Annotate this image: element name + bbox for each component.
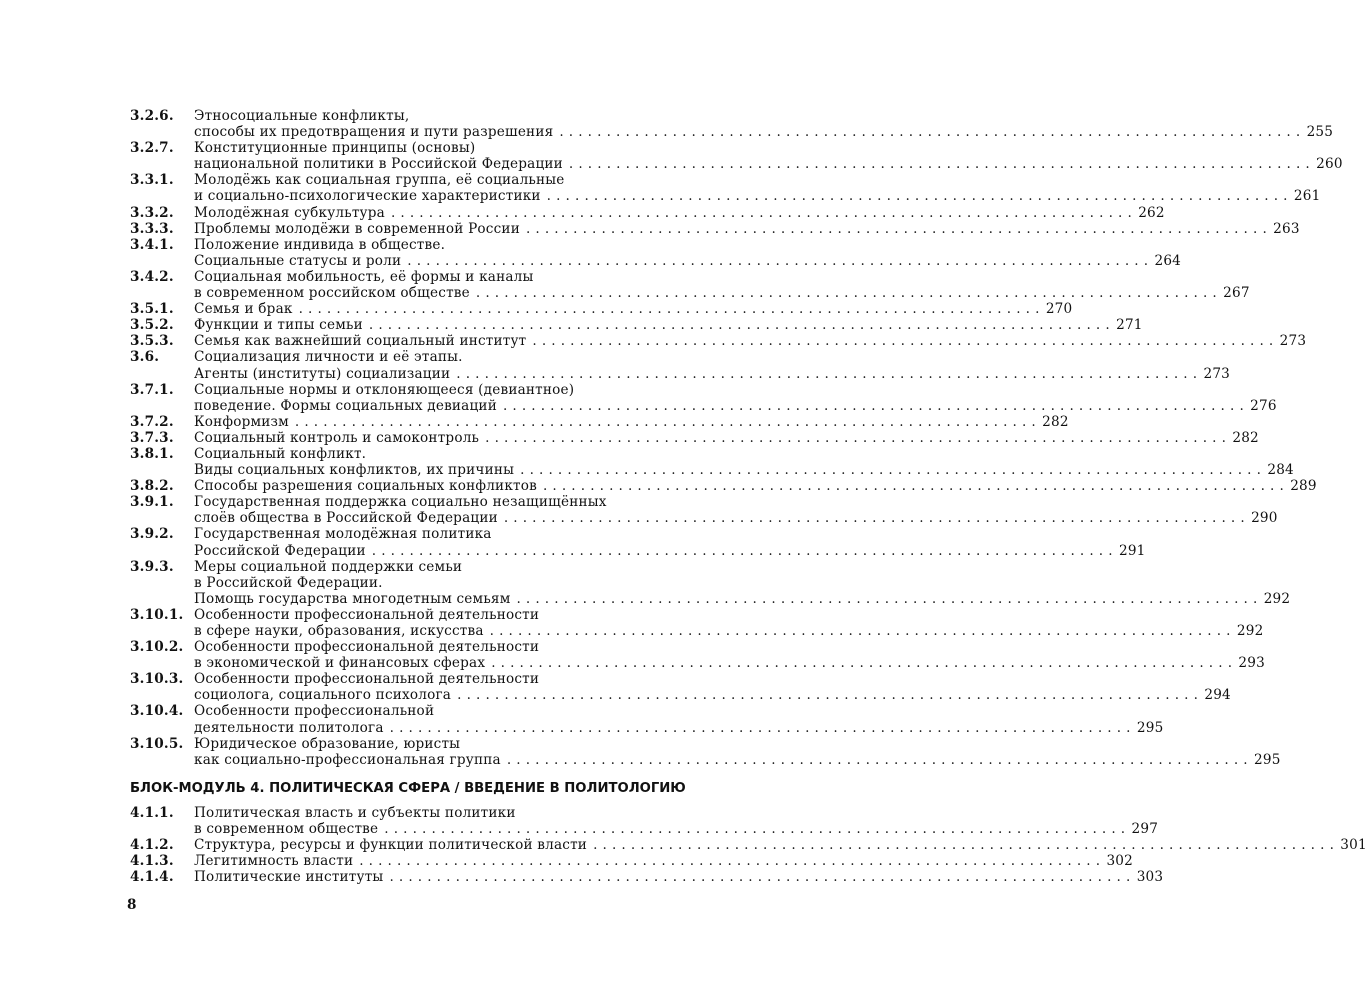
toc-entry — [130, 429, 1259, 446]
toc-entry-title: Агенты (институты) социализации — [194, 365, 451, 382]
toc-entry-line — [194, 623, 1263, 639]
toc-entry-page: 260 — [1316, 156, 1343, 173]
toc-entry-number: 3.7.3. — [130, 429, 174, 446]
dot-leader — [363, 317, 1110, 333]
toc-entry-title: Политические институты — [194, 869, 384, 886]
toc-entry-number: 3.10.4. — [130, 703, 184, 720]
toc-entry-body — [194, 639, 1265, 671]
toc-entry-title: Виды социальных конфликтов, их причины — [194, 462, 515, 479]
toc-entry — [130, 204, 1165, 221]
toc-entry-line — [194, 221, 1300, 237]
toc-entry-title: Социализация личности и её этапы. — [194, 349, 463, 366]
toc-entry-number: 4.1.1. — [130, 804, 174, 821]
toc-entry — [130, 837, 1367, 854]
toc-entry-number: 3.2.6. — [130, 108, 174, 124]
toc-entry-number: 4.1.3. — [130, 853, 174, 870]
toc-entry-line — [194, 494, 1278, 510]
toc-entry-line — [194, 414, 1069, 430]
toc-entry-title: Социальные статусы и роли — [194, 252, 402, 269]
toc-entry-title: Конституционные принципы (основы) — [194, 140, 476, 157]
dot-leader — [401, 253, 1148, 269]
toc-entry — [130, 301, 1073, 318]
toc-entry-page: 292 — [1236, 623, 1264, 639]
toc-entry-line — [194, 446, 1294, 462]
toc-entry-page: 282 — [1232, 429, 1259, 446]
toc-entry-number: 3.8.2. — [130, 478, 174, 495]
toc-entry-title: Особенности профессиональной — [194, 703, 435, 720]
toc-entry-page: 301 — [1340, 837, 1367, 854]
toc-entry-body — [194, 494, 1278, 526]
toc-entry-title: Политическая власть и субъекты политики — [194, 804, 516, 821]
toc-entry-number: 3.7.1. — [130, 381, 174, 398]
toc-entry-title: Семья как важнейший социальный институт — [194, 333, 527, 350]
toc-entry-title: Меры социальной поддержки семьи — [194, 558, 463, 575]
toc-entry-page: 276 — [1250, 397, 1277, 414]
toc-entry-body — [194, 853, 1133, 869]
toc-entry-title: в современном обществе — [194, 820, 379, 837]
toc-entry-title: Молодёжная субкультура — [194, 204, 385, 221]
toc-entry-page: 302 — [1106, 853, 1133, 870]
toc-entry-title: Помощь государства многодетным семьям — [194, 590, 511, 607]
toc-entry-line — [194, 301, 1072, 317]
toc-entry-line — [194, 156, 1343, 172]
toc-entry-line — [194, 575, 1290, 591]
toc-entry-number: 3.5.1. — [130, 301, 174, 318]
toc-entry-body — [194, 526, 1146, 558]
toc-entry-body — [194, 349, 1230, 381]
toc-entry — [130, 445, 1294, 479]
toc-entry — [130, 526, 1146, 559]
toc-entry-body — [194, 805, 1158, 837]
toc-entry — [130, 236, 1182, 269]
dot-leader — [563, 156, 1310, 172]
toc-block-4 — [130, 804, 1367, 886]
dot-leader — [498, 510, 1245, 526]
toc-entry-page: 271 — [1116, 317, 1143, 334]
toc-entry-page: 284 — [1267, 462, 1294, 479]
toc-entry-page: 289 — [1290, 478, 1317, 495]
toc-entry-line — [194, 349, 1230, 365]
toc-entry-number: 3.4.1. — [130, 236, 174, 253]
dot-leader — [510, 591, 1257, 607]
toc-entry-title: деятельности политолога — [194, 719, 384, 736]
toc-entry — [130, 869, 1164, 886]
toc-entry-line — [194, 253, 1181, 269]
toc-entry — [130, 853, 1133, 870]
toc-entry-title: Положение индивида в обществе. — [194, 236, 446, 253]
toc-entry-number: 3.8.1. — [130, 445, 174, 462]
toc-entry-line — [194, 720, 1163, 736]
toc-entry-number: 3.10.1. — [130, 606, 184, 623]
toc-entry-line — [194, 285, 1250, 301]
toc-entry-line — [194, 510, 1278, 526]
toc-entry-body — [194, 205, 1165, 221]
dot-leader — [383, 869, 1130, 885]
dot-leader — [587, 837, 1334, 853]
toc-entry-body — [194, 837, 1367, 853]
toc-entry-line — [194, 398, 1277, 414]
toc-entry-title: и социально-психологические характеристики — [194, 188, 541, 205]
toc-entry-body — [194, 237, 1181, 269]
toc-entry-page: 292 — [1263, 590, 1291, 607]
toc-entry-page: 273 — [1203, 365, 1231, 382]
toc-entry-title: способы их предотвращения и пути разрешения — [194, 124, 554, 141]
dot-leader — [514, 462, 1261, 478]
toc-entry-line — [194, 172, 1320, 188]
dot-leader — [366, 543, 1113, 559]
toc-entry-line — [194, 526, 1146, 542]
toc-entry-title: социолога, социального психолога — [194, 687, 452, 704]
toc-entry-number: 3.5.3. — [130, 333, 174, 350]
toc-entry-number: 3.10.2. — [130, 639, 184, 656]
toc-entry-body — [194, 607, 1263, 639]
toc-entry-line — [194, 188, 1320, 204]
toc-entry-title: Функции и типы семьи — [194, 317, 363, 334]
toc-entry-line — [194, 736, 1281, 752]
dot-leader — [289, 414, 1036, 430]
toc-entry-title: поведение. Формы социальных девиаций — [194, 397, 497, 414]
toc-entry-title: Социальные нормы и отклоняющееся (девиантное) — [194, 381, 575, 398]
toc-entry — [130, 140, 1343, 173]
toc-entry-number: 3.4.2. — [130, 268, 174, 285]
toc-entry-title: в экономической и финансовых сферах — [194, 655, 486, 672]
toc-entry-line — [194, 837, 1367, 853]
toc-entry-line — [194, 124, 1333, 140]
toc-entry — [130, 558, 1291, 607]
dot-leader — [526, 333, 1273, 349]
toc-entry-title: Социальный конфликт. — [194, 445, 367, 462]
toc-entry-title: Молодёжь как социальная группа, её социальные — [194, 172, 565, 189]
toc-entry-line — [194, 607, 1263, 623]
page-number: 8 — [127, 897, 137, 913]
toc-entry-title: Социальный контроль и самоконтроль — [194, 429, 480, 446]
toc-entry-page: 263 — [1273, 220, 1300, 237]
toc-entry-body — [194, 446, 1294, 478]
toc-entry-number: 3.3.3. — [130, 220, 174, 237]
toc-entry — [130, 413, 1069, 430]
dot-leader — [479, 430, 1226, 446]
toc-entry-page: 297 — [1131, 820, 1159, 837]
toc-entry-body — [194, 172, 1320, 204]
toc-entry-title: Государственная молодёжная политика — [194, 526, 492, 543]
toc-entry-number: 4.1.2. — [130, 837, 174, 854]
toc-entry-title: Государственная поддержка социально незащищённых — [194, 494, 607, 511]
dot-leader — [484, 623, 1231, 639]
table-of-contents — [130, 108, 1367, 886]
toc-entry-line — [194, 366, 1230, 382]
toc-entry-number: 3.7.2. — [130, 413, 174, 430]
toc-entry-page: 282 — [1042, 413, 1069, 430]
toc-entry-page: 291 — [1118, 542, 1146, 559]
toc-entry — [130, 381, 1277, 414]
toc-entry-body — [194, 382, 1277, 414]
toc-entry-page: 295 — [1254, 751, 1281, 768]
toc-entry-page: 270 — [1045, 301, 1073, 318]
toc-entry-title: Юридическое образование, юристы — [194, 735, 461, 752]
toc-entry-page: 255 — [1306, 124, 1334, 141]
toc-entry-title: в Российской Федерации. — [194, 574, 383, 591]
toc-entry-number: 3.3.1. — [130, 172, 174, 189]
toc-entry-line — [194, 805, 1158, 821]
toc-entry-title: Особенности профессиональной деятельности — [194, 606, 540, 623]
toc-entry-line — [194, 687, 1231, 703]
toc-entry-body — [194, 414, 1069, 430]
toc-entry-title: Этносоциальные конфликты, — [194, 108, 410, 124]
toc-entry-page: 264 — [1154, 252, 1182, 269]
toc-entry — [130, 703, 1164, 736]
dot-leader — [501, 752, 1248, 768]
toc-entry — [130, 268, 1250, 302]
toc-entry-page: 295 — [1136, 719, 1164, 736]
toc-entry-line — [194, 430, 1259, 446]
dot-leader — [470, 285, 1217, 301]
toc-entry-title: Социальная мобильность, её формы и каналы — [194, 268, 534, 285]
toc-entry-number: 3.2.7. — [130, 140, 174, 157]
toc-entry-title: Семья и брак — [194, 301, 293, 318]
toc-entry-page: 262 — [1138, 204, 1165, 221]
dot-leader — [450, 366, 1197, 382]
toc-entry-body — [194, 221, 1300, 237]
toc-entry-page: 290 — [1251, 510, 1278, 527]
toc-entry-line — [194, 140, 1343, 156]
dot-leader — [520, 221, 1267, 237]
toc-entry-line — [194, 382, 1277, 398]
toc-entry-line — [194, 671, 1231, 687]
toc-entry-title: в современном российском обществе — [194, 285, 470, 302]
toc-entry — [130, 317, 1143, 334]
toc-entry-title: национальной политики в Российской Федерации — [194, 156, 563, 173]
toc-entry — [130, 494, 1278, 527]
toc-entry-title: Легитимность власти — [194, 853, 354, 870]
toc-entry-line — [194, 752, 1281, 768]
toc-entry-body — [194, 671, 1231, 703]
toc-entry-page: 273 — [1279, 333, 1307, 350]
toc-entry-line — [194, 853, 1133, 869]
toc-entry-body — [194, 869, 1163, 885]
toc-entry-title: слоёв общества в Российской Федерации — [194, 510, 498, 527]
toc-entry-title: Российской Федерации — [194, 542, 366, 559]
toc-entry-line — [194, 543, 1146, 559]
toc-entry-number: 3.9.3. — [130, 558, 174, 575]
toc-entry — [130, 108, 1334, 141]
dot-leader — [353, 853, 1100, 869]
toc-entry — [130, 735, 1281, 768]
toc-entry — [130, 606, 1264, 639]
toc-entry-number: 3.9.2. — [130, 526, 174, 543]
dot-leader — [385, 205, 1132, 221]
dot-leader — [553, 124, 1300, 140]
toc-entry-body — [194, 140, 1343, 172]
toc-entry-line — [194, 655, 1265, 671]
toc-entry-line — [194, 478, 1317, 494]
toc-entry-body — [194, 269, 1250, 301]
toc-entry-title: в сфере науки, образования, искусства — [194, 623, 484, 639]
toc-entry — [130, 671, 1231, 704]
section-title: БЛОК-МОДУЛЬ 4. ПОЛИТИЧЕСКАЯ СФЕРА / ВВЕДЕНИЕ В ПОЛИТОЛОГИЮ — [130, 780, 686, 796]
toc-entry-body — [194, 559, 1290, 607]
toc-entry-line — [194, 205, 1165, 221]
toc-entry-body — [194, 333, 1306, 349]
toc-entry-body — [194, 108, 1333, 140]
toc-entry — [130, 333, 1307, 350]
toc-entry-body — [194, 317, 1143, 333]
toc-entry-body — [194, 703, 1163, 735]
toc-entry — [130, 220, 1300, 237]
toc-entry-page: 303 — [1136, 869, 1164, 886]
toc-entry-line — [194, 317, 1143, 333]
toc-block-3 — [130, 108, 1343, 768]
toc-entry-body — [194, 430, 1259, 446]
toc-entry-line — [194, 869, 1163, 885]
dot-leader — [541, 188, 1288, 204]
toc-entry-page: 267 — [1223, 285, 1250, 302]
toc-entry — [130, 349, 1231, 382]
toc-entry-line — [194, 639, 1265, 655]
toc-entry-page: 294 — [1204, 687, 1231, 704]
toc-entry — [130, 639, 1265, 672]
dot-leader — [378, 821, 1125, 837]
toc-entry-number: 3.3.2. — [130, 204, 174, 221]
toc-entry-number: 3.5.2. — [130, 317, 174, 334]
toc-entry-line — [194, 269, 1250, 285]
toc-entry-title: Особенности профессиональной деятельности — [194, 639, 540, 656]
toc-entry-line — [194, 333, 1306, 349]
toc-entry-title: Конформизм — [194, 413, 289, 430]
toc-entry-line — [194, 108, 1333, 124]
toc-entry-number: 3.10.5. — [130, 735, 184, 752]
toc-entry-page: 261 — [1293, 188, 1321, 205]
toc-entry — [130, 172, 1321, 205]
toc-entry-line — [194, 703, 1163, 719]
toc-entry — [130, 804, 1159, 837]
toc-entry-number: 4.1.4. — [130, 869, 174, 886]
toc-entry-line — [194, 559, 1290, 575]
toc-entry-number: 3.10.3. — [130, 671, 184, 688]
dot-leader — [293, 301, 1040, 317]
toc-entry-number: 3.9.1. — [130, 494, 174, 511]
dot-leader — [537, 478, 1284, 494]
dot-leader — [497, 398, 1244, 414]
toc-entry-line — [194, 237, 1181, 253]
toc-entry-line — [194, 591, 1290, 607]
toc-entry-title: как социально-профессиональная группа — [194, 751, 501, 768]
toc-entry-line — [194, 462, 1294, 478]
dot-leader — [485, 655, 1232, 671]
toc-entry-body — [194, 301, 1072, 317]
toc-entry-title: Проблемы молодёжи в современной России — [194, 220, 520, 237]
toc-entry-line — [194, 821, 1158, 837]
toc-entry-page: 293 — [1238, 655, 1265, 672]
toc-entry-title: Способы разрешения социальных конфликтов — [194, 478, 537, 495]
toc-entry-body — [194, 478, 1317, 494]
dot-leader — [384, 720, 1131, 736]
toc-entry-body — [194, 736, 1281, 768]
toc-entry-title: Особенности профессиональной деятельности — [194, 671, 540, 688]
toc-entry-number: 3.6. — [130, 349, 160, 366]
toc-entry-title: Структура, ресурсы и функции политической власти — [194, 837, 588, 854]
toc-entry — [130, 478, 1317, 495]
dot-leader — [451, 687, 1198, 703]
